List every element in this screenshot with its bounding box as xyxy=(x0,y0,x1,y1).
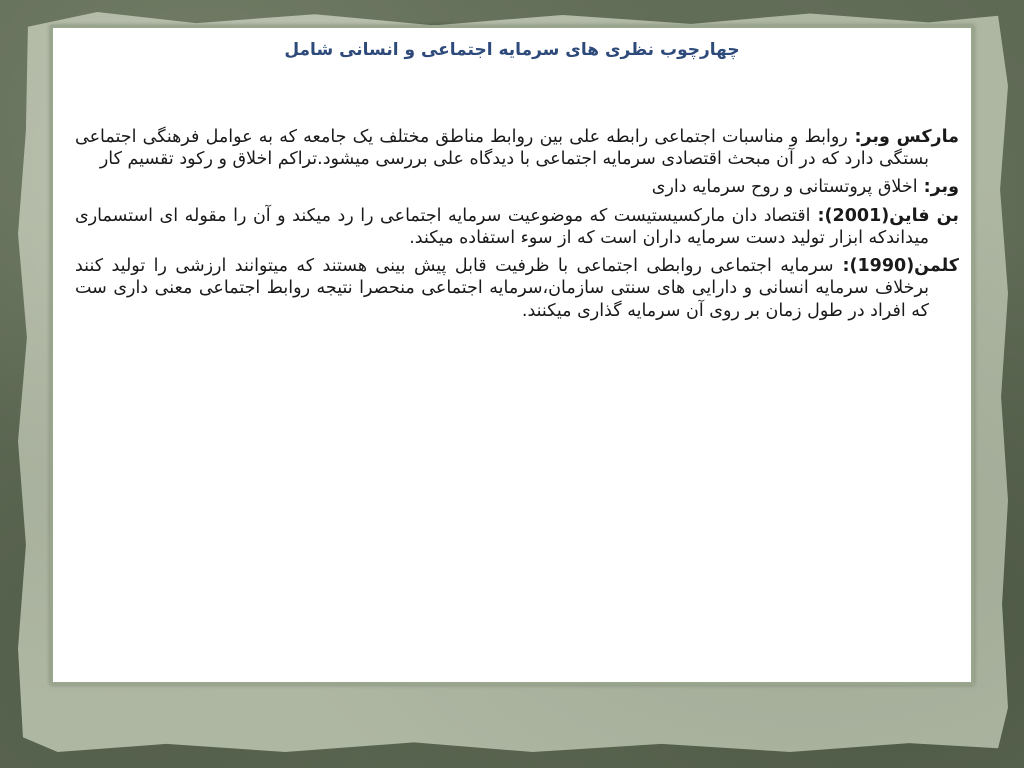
paragraph-marx-weber xyxy=(75,126,959,170)
paragraph-coleman xyxy=(75,255,959,322)
paragraph-text: اخلاق پروتستانی و روح سرمایه داری xyxy=(651,177,918,198)
paragraph-weber xyxy=(75,176,959,198)
paragraph-text: سرمایه اجتماعی روابطی اجتماعی با ظرفیت قابل پیش بینی هستند که میتوانند ارزشی را تولید کنند برخلاف سرمایه انسانی و دارایی های سنتی سازمان،سرمایه اجتماعی منحصرا نتیجه روابط اجتماعی معنی داری ست که افراد در طول زمان بر روی آن سرمایه گذاری میکنند. xyxy=(75,256,929,321)
paragraph-text: اقتصاد دان مارکسیستیست که موضوعیت سرمایه اجتماعی را رد میکند و آن را مقوله ای استسماری میداندکه ابزار تولید دست سرمایه داران است که از سوء استفاده میکند. xyxy=(75,205,929,248)
paragraph-ben-fine xyxy=(75,205,959,249)
paragraph-term: وبر: xyxy=(917,177,959,198)
paragraph-text: روابط و مناسبات اجتماعی رابطه علی بین روابط مناطق مختلف یک جامعه که به عوامل فرهنگی اجتماعی بستگی دارد که در آن مبحث اقتصادی سرمایه اجتماعی با دیدگاه علی بررسی میشود.تراکم اخلاق و رکود تقسیم کار xyxy=(75,127,929,170)
paragraph-term: کلمن(1990): xyxy=(833,256,959,277)
slide-title: چهارچوب نظری های سرمایه اجتماعی و انسانی شامل xyxy=(284,40,740,60)
slide-body xyxy=(75,126,959,328)
slide-content-panel xyxy=(50,25,974,685)
paragraph-term: مارکس وبر: xyxy=(847,127,960,147)
paragraph-term: بن فاین(2001): xyxy=(810,205,959,226)
